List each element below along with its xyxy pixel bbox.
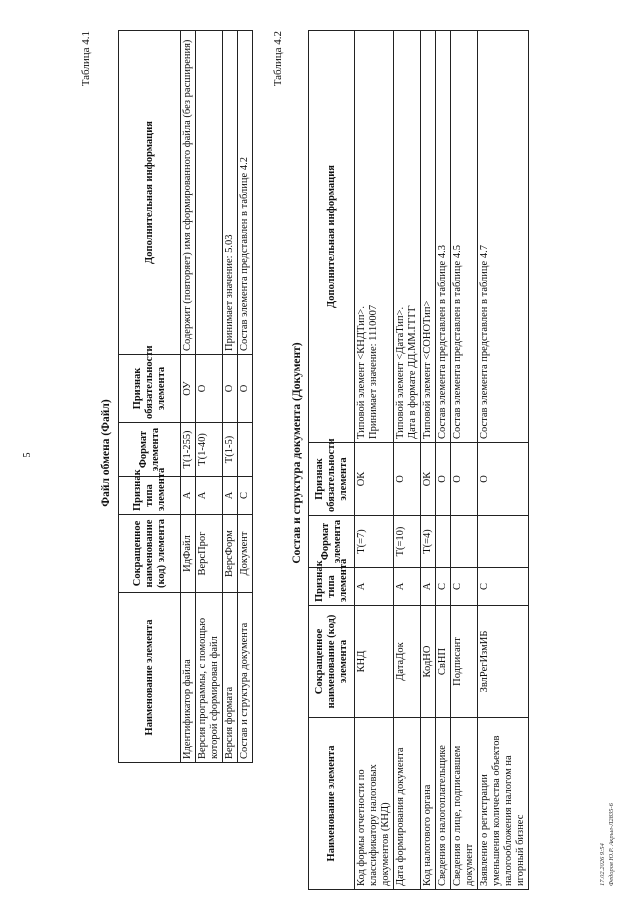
cell-format: T(1-255) (181, 423, 196, 477)
table1-header-format: Формат элемента (119, 423, 181, 477)
cell-info: Типовой элемент <СОНОТип> (421, 31, 436, 443)
cell-name: Код налогового органа (421, 718, 436, 890)
cell-format: T(=7) (355, 516, 394, 568)
table-row (421, 31, 436, 890)
cell-code: КНД (355, 606, 394, 718)
footer-author: Федоров Ю.Р. Акрыл-Л2835-6 (608, 803, 615, 886)
cell-code: ИдФайл (181, 515, 196, 593)
cell-type: А (421, 568, 436, 606)
cell-info: Состав элемента представлен в таблице 4.2 (238, 31, 253, 355)
table1-header-row (119, 31, 181, 763)
cell-type: С (436, 568, 451, 606)
table1-caption: Файл обмена (Файл) (100, 399, 112, 507)
footer-note (598, 686, 616, 886)
cell-code: ДатаДок (394, 606, 421, 718)
page-number: 5 (22, 452, 33, 458)
cell-name: Идентификатор файла (181, 593, 196, 763)
cell-info: Принимает значение: 5.03 (223, 31, 238, 355)
cell-type: А (355, 568, 394, 606)
cell-code: ЗвлРегИзмИБ (478, 606, 529, 718)
cell-required: ОК (421, 443, 436, 516)
cell-type: С (238, 477, 253, 515)
cell-format: T(=4) (421, 516, 436, 568)
cell-name: Версия формата (223, 593, 238, 763)
cell-name: Код формы отчетности по классификатору налоговых документов (КНД) (355, 718, 394, 890)
cell-info: Состав элемента представлен в таблице 4.3 (436, 31, 451, 443)
table-row (394, 31, 421, 890)
table-row (238, 31, 253, 763)
cell-code: КодНО (421, 606, 436, 718)
table-row (196, 31, 223, 763)
table1-label: Таблица 4.1 (80, 31, 92, 87)
cell-info: Типовой элемент <КНДТип>. Принимает значение: 1110007 (355, 31, 394, 443)
table-row (436, 31, 451, 890)
table1 (118, 30, 253, 763)
cell-name: Состав и структура документа (238, 593, 253, 763)
cell-name: Сведения о лице, подписавшем документ (451, 718, 478, 890)
cell-format (478, 516, 529, 568)
cell-code: ВерсФорм (223, 515, 238, 593)
cell-required: О (451, 443, 478, 516)
table-row (223, 31, 238, 763)
footer-timestamp: 17.02.2026 9:54 (599, 843, 606, 886)
cell-required: ОК (355, 443, 394, 516)
cell-type: С (451, 568, 478, 606)
cell-format: T(=10) (394, 516, 421, 568)
table-row (181, 31, 196, 763)
table1-header-code: Сокращенное наименование (код) элемента (119, 515, 181, 593)
cell-type: А (223, 477, 238, 515)
cell-required: О (436, 443, 451, 516)
cell-code: Подписант (451, 606, 478, 718)
table1-header-type: Признак типа элемента (119, 477, 181, 515)
cell-required: О (223, 355, 238, 423)
cell-name: Сведения о налогоплательщике (436, 718, 451, 890)
cell-info: Состав элемента представлен в таблице 4.5 (451, 31, 478, 443)
table-row (355, 31, 394, 890)
table2-header-required: Признак обязательности элемента (309, 443, 355, 516)
table2-header-format: Формат элемента (309, 516, 355, 568)
cell-code: СвНП (436, 606, 451, 718)
table2-header-type: Признак типа элемента (309, 568, 355, 606)
table2 (308, 30, 529, 890)
cell-name: Заявление о регистрации уменьшения количества объектов налогообложения налогом на игорный бизнес (478, 718, 529, 890)
table2-caption: Состав и структура документа (Документ) (291, 342, 303, 564)
cell-format: T(1-40) (196, 423, 223, 477)
cell-type: А (394, 568, 421, 606)
cell-type: А (181, 477, 196, 515)
table2-header-info: Дополнительная информация (309, 31, 355, 443)
cell-required: О (478, 443, 529, 516)
cell-format (436, 516, 451, 568)
cell-name: Дата формирования документа (394, 718, 421, 890)
cell-code: Документ (238, 515, 253, 593)
cell-type: С (478, 568, 529, 606)
table-row (478, 31, 529, 890)
table2-header-name: Наименование элемента (309, 718, 355, 890)
table2-header-row (309, 31, 355, 890)
cell-info: Состав элемента представлен в таблице 4.7 (478, 31, 529, 443)
table2-label: Таблица 4.2 (272, 31, 284, 87)
cell-required: О (196, 355, 223, 423)
table2-header-code: Сокращенное наименование (код) элемента (309, 606, 355, 718)
cell-code: ВерсПрог (196, 515, 223, 593)
cell-required: О (238, 355, 253, 423)
table1-header-info: Дополнительная информация (119, 31, 181, 355)
cell-required: О (394, 443, 421, 516)
cell-format: T(1-5) (223, 423, 238, 477)
table1-header-required: Признак обязательности элемента (119, 355, 181, 423)
cell-format (238, 423, 253, 477)
cell-type: А (196, 477, 223, 515)
cell-name: Версия программы, с помощью которой сформирован файл (196, 593, 223, 763)
table1-header-name: Наименование элемента (119, 593, 181, 763)
cell-required: ОУ (181, 355, 196, 423)
cell-format (451, 516, 478, 568)
table-row (451, 31, 478, 890)
cell-info: Содержит (повторяет) имя сформированного файла (без расширения) (181, 31, 196, 355)
cell-info (196, 31, 223, 355)
cell-info: Типовой элемент <ДатаТип>. Дата в формате ДД.ММ.ГГГГ (394, 31, 421, 443)
